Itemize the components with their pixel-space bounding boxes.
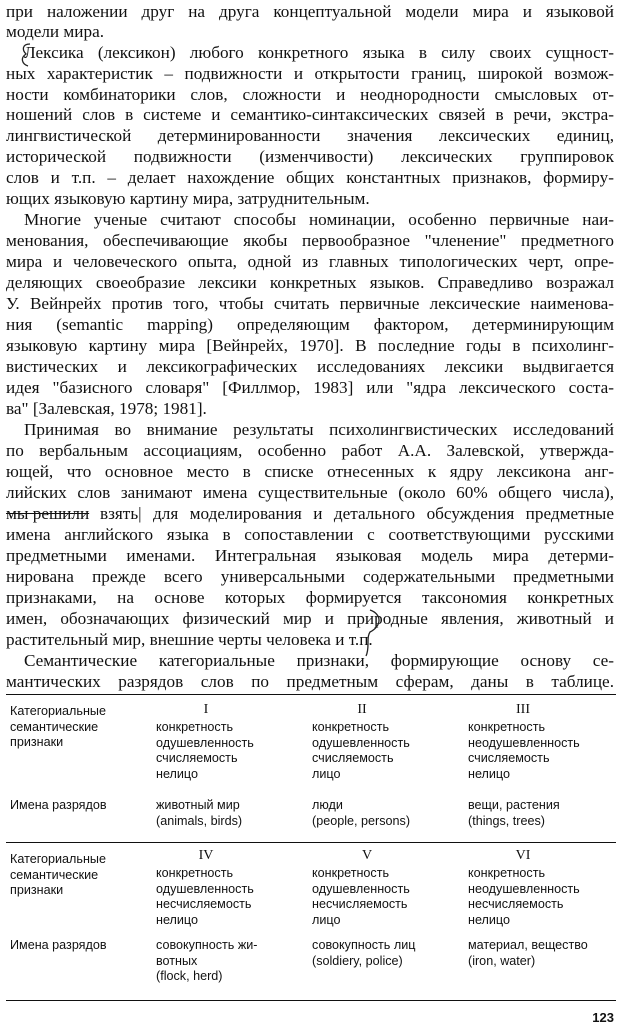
text-line: вистических и лексикографических исследованиях лексики выдвигается bbox=[6, 357, 614, 376]
text-line: ва" [Залевская, 1978; 1981]. bbox=[6, 399, 207, 418]
feature: одушевленность bbox=[312, 735, 410, 750]
text-line: языковую картину мира [Вейнрейх, 1970]. В последние годы в психолинг- bbox=[6, 336, 614, 355]
table-top-rule bbox=[6, 694, 616, 695]
text-line: слов и т.п. – делает нахождение общих константных признаков, формиру- bbox=[6, 168, 614, 187]
name-line: совокупность лиц bbox=[312, 938, 416, 952]
feature: конкретность bbox=[468, 866, 546, 880]
feature: счисляемость bbox=[156, 751, 238, 766]
name-line: (flock, herd) bbox=[156, 969, 223, 984]
text-line: менования, обеспечивающие якобы первообразное "членение" предметного bbox=[6, 231, 614, 250]
feature: несчисляемость bbox=[156, 897, 252, 912]
text-line: растительный мир, внешние черты человека и т.п. bbox=[6, 630, 373, 649]
name-line: совокупность жи- bbox=[156, 938, 258, 952]
name-line: вещи, растения bbox=[468, 798, 560, 812]
label-line: признаки bbox=[10, 883, 64, 898]
name-line: (things, trees) bbox=[468, 813, 545, 828]
text-line: ния (semantic mapping) определяющим фактором, детерминирующим bbox=[6, 315, 614, 334]
text-line: признаками, на основе которых формируется таксономия конкретных bbox=[6, 588, 614, 607]
text-line: мантических разрядов слов по предметным сферам, даны в таблице. bbox=[6, 672, 614, 691]
text-line: по вербальным ассоциациям, особенно работ А.А. Залевской, утвержда- bbox=[6, 441, 614, 460]
name-line: (animals, birds) bbox=[156, 813, 243, 828]
column-numeral: IV bbox=[198, 848, 214, 863]
text-line: нирована прежде всего универсальными содержательными предметными bbox=[6, 567, 614, 586]
column-names bbox=[468, 798, 560, 829]
text-line: исторической подвижности (изменчивости) лексических группировок bbox=[6, 147, 614, 166]
text-line: идея "базисного словаря" [Филлмор, 1983] или "ядра лексического соста- bbox=[6, 378, 614, 397]
table-bottom-rule bbox=[6, 1000, 616, 1001]
text-line: мира и человеческого опыта, одной из главных типологических черт, опре- bbox=[6, 252, 614, 271]
column-names bbox=[468, 938, 588, 969]
text-line: Семантические категориальные признаки, формирующие основу се- bbox=[24, 651, 614, 670]
feature: неодушевленность bbox=[468, 735, 580, 750]
feature: неодушевленность bbox=[468, 881, 580, 896]
column-features bbox=[468, 866, 580, 928]
text-line: ющей, что основное место в списке отнесенных к ядру лексикона анг- bbox=[6, 462, 614, 481]
row-label-features bbox=[10, 852, 106, 899]
feature: несчисляемость bbox=[468, 897, 564, 912]
column-numeral: III bbox=[516, 702, 530, 717]
text-line: лингвистической детерминированности значения лексических единиц, bbox=[6, 126, 614, 145]
name-line: материал, вещество bbox=[468, 938, 588, 952]
row-label-names: Имена разрядов bbox=[10, 938, 107, 952]
column-features bbox=[156, 866, 254, 928]
feature: лицо bbox=[312, 766, 341, 781]
label-line: семантические bbox=[10, 867, 99, 882]
text-line: имен, обозначающих физический мир и природные явления, животный и bbox=[6, 609, 614, 628]
text-line: ющих языковую картину мира, затруднительным. bbox=[6, 189, 370, 208]
column-names bbox=[156, 938, 258, 985]
row-label-names: Имена разрядов bbox=[10, 798, 107, 812]
feature: нелицо bbox=[156, 766, 198, 781]
text-line: ношений слов в системе и семантико-синтаксических связей в речи, экстра- bbox=[6, 105, 614, 124]
name-line: люди bbox=[312, 798, 343, 812]
feature: нелицо bbox=[468, 766, 510, 781]
row-label-features bbox=[10, 704, 106, 751]
text-line: Принимая во внимание результаты психолингвистических исследований bbox=[24, 420, 614, 439]
column-numeral: VI bbox=[515, 848, 531, 863]
name-line: (soldiery, police) bbox=[312, 953, 403, 968]
column-names bbox=[312, 938, 415, 969]
name-line: (people, persons) bbox=[312, 813, 411, 828]
column-names bbox=[156, 798, 242, 829]
feature: конкретность bbox=[312, 720, 390, 734]
label-line: признаки bbox=[10, 735, 64, 750]
feature: одушевленность bbox=[156, 881, 254, 896]
page-number: 123 bbox=[592, 1010, 614, 1025]
label-line: Категориальные bbox=[10, 852, 106, 866]
feature: лицо bbox=[312, 912, 341, 927]
text-line: Лексика (лексикон) любого конкретного языка в силу своих сущност- bbox=[24, 43, 614, 62]
column-features bbox=[468, 720, 580, 782]
feature: конкретность bbox=[156, 866, 234, 880]
table-divider-rule bbox=[6, 842, 616, 843]
name-line: животный мир bbox=[156, 798, 240, 812]
feature: несчисляемость bbox=[312, 897, 408, 912]
strikethrough-words: мы решили bbox=[6, 504, 90, 523]
column-features bbox=[312, 866, 410, 928]
feature: нелицо bbox=[468, 912, 510, 927]
label-line: семантические bbox=[10, 719, 99, 734]
name-line: (iron, water) bbox=[468, 953, 536, 968]
struck-text bbox=[6, 504, 89, 524]
column-features bbox=[312, 720, 410, 782]
name-line: вотных bbox=[156, 953, 198, 968]
feature: одушевленность bbox=[156, 735, 254, 750]
text-line: взять| для моделирования и детального обсуждения предметные bbox=[100, 504, 614, 523]
text-line: модели мира. bbox=[6, 22, 105, 41]
text-line: ных характеристик – подвижности и открытости границ, широкой возмож- bbox=[6, 64, 614, 83]
column-numeral: V bbox=[361, 848, 373, 863]
text-line: при наложении друг на друга концептуальной модели мира и языковой bbox=[6, 2, 614, 21]
text-line: лийских слов занимают имена существительные (около 60% общего числа), bbox=[6, 483, 614, 502]
text-line: имена английского языка в сопоставлении с соответствующими русскими bbox=[6, 525, 614, 544]
feature: счисляемость bbox=[468, 751, 550, 766]
column-names bbox=[312, 798, 410, 829]
text-line: ности комбинаторики слов, сложности и неоднородности смысловых от- bbox=[6, 85, 614, 104]
column-features bbox=[156, 720, 254, 782]
feature: нелицо bbox=[156, 912, 198, 927]
text-line: У. Вейнрейх против того, чтобы считать первичные лексические наименова- bbox=[6, 294, 614, 313]
feature: счисляемость bbox=[312, 751, 394, 766]
label-line: Категориальные bbox=[10, 704, 106, 718]
feature: конкретность bbox=[312, 866, 390, 880]
column-numeral: I bbox=[203, 702, 209, 717]
text-line: предметными именами. Интегральная языковая модель мира детерми- bbox=[6, 546, 614, 565]
feature: конкретность bbox=[156, 720, 234, 734]
feature: одушевленность bbox=[312, 881, 410, 896]
text-line: Многие ученые считают способы номинации, особенно первичные наи- bbox=[24, 210, 614, 229]
column-numeral: II bbox=[357, 702, 367, 717]
text-line: деляющих своеобразие лексики конкретных языков. Справедливо возражал bbox=[6, 273, 614, 292]
feature: конкретность bbox=[468, 720, 546, 734]
